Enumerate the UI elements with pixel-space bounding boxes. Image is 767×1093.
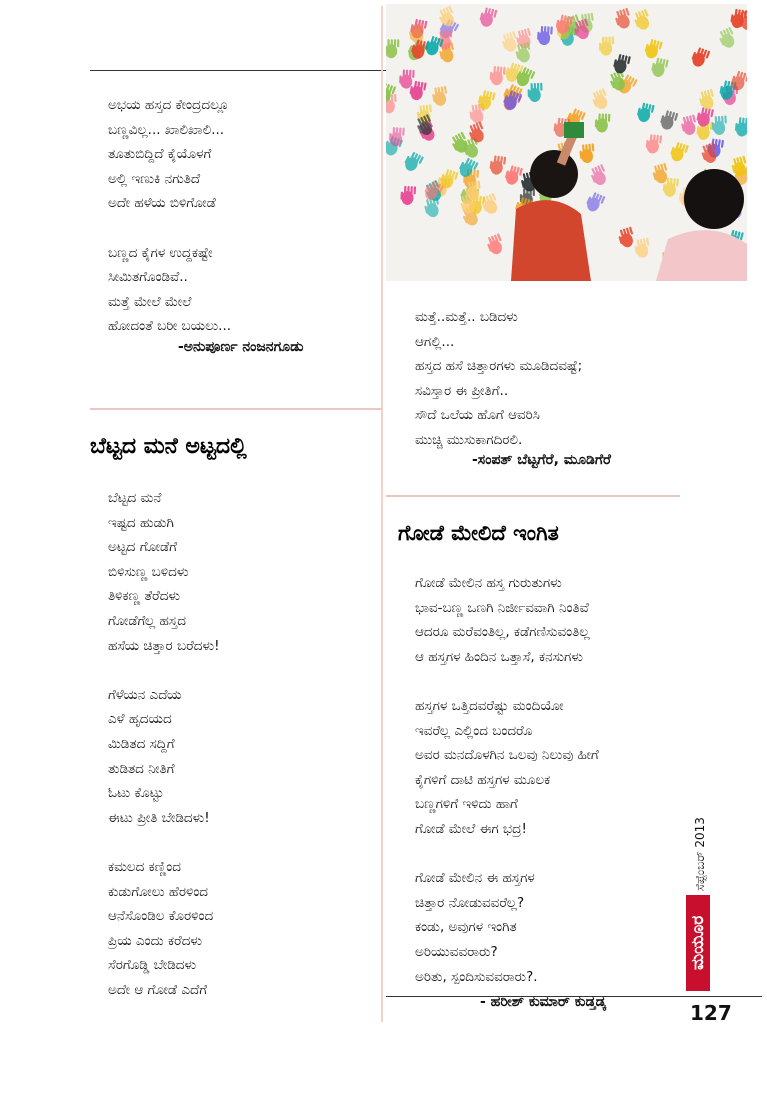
- poem-line: ಅವರ ಮನದೊಳಗಿನ ಒಲವು ನಿಲುವು ಹೀಗೆ: [415, 747, 599, 764]
- poem-line: ಅಲ್ಲಿ ಇಣುಕಿ ನಗುತಿದೆ: [108, 170, 201, 187]
- poem-line: ಈಟು ಪ್ರೀತಿ ಬೇಡಿದಳು!: [108, 809, 210, 826]
- poem-line: ಮತ್ತೆ ಮೇಲೆ ಮೇಲೆ: [108, 293, 192, 310]
- poem-line: ಎಳೆ ಹೃದಯದ: [108, 711, 172, 728]
- poem-line: ಅಟ್ಟದ ಗೋಡೆಗೆ: [108, 539, 178, 556]
- top-rule: [90, 70, 386, 71]
- poem-line: ಅರಿತು, ಸ್ಪಂದಿಸುವವರಾರು?.: [415, 968, 538, 985]
- poem-line: ಮತ್ತೆ..ಮತ್ತೆ.. ಬಡಿದಳು: [415, 309, 518, 325]
- poem-line: ಚಿತ್ತಾರ ನೋಡುವವರೆಲ್ಲ?: [415, 894, 525, 911]
- poem-line: ಅದೇ ಆ ಗೋಡೆ ಎದೆಗೆ: [108, 981, 208, 998]
- poem-line: ಬಿಳಿಸುಣ್ಣ ಬಳಿದಳು: [108, 563, 189, 580]
- handprints-illustration: [386, 4, 747, 281]
- poem-line: ಕಮಲದ ಕಣ್ಣಿಂದ: [108, 858, 181, 875]
- poem-line: ಬಣ್ಣದ ಕೈಗಳ ಉದ್ದಕಷ್ಟೇ: [108, 244, 213, 261]
- poem-1: [108, 93, 231, 339]
- poem-line: ಗೋಡೆ ಮೇಲಿನ ಈ ಹಸ್ತಗಳ: [415, 870, 535, 887]
- poem-line: ಹೋದಂತೆ ಬರೀ ಬಯಲು...: [108, 318, 232, 335]
- poem-line: ಹಸ್ತದ ಹಸೆ ಚಿತ್ತಾರಗಳು ಮೂಡಿದವಷ್ಟೆ;: [415, 358, 583, 375]
- poem-line: ಹಸ್ತಗಳ ಒತ್ತಿದವರೆಷ್ಟು ಮಂದಿಯೋ: [415, 697, 564, 714]
- poem-line: ಆದರೂ ಮರೆವಂತಿಲ್ಲ, ಕಡೆಗಣಿಸುವಂತಿಲ್ಲ: [415, 624, 590, 641]
- issue-month: ಸೆಪ್ಟೆಂಬರ್ 2013: [693, 817, 707, 891]
- poem-4-credit: - ಹರೀಶ್ ಕುಮಾರ್ ಕುಡ್ತಡ್ಕ: [480, 994, 606, 1010]
- poem-line: ಇಷ್ಟದ ಹುಡುಗಿ: [108, 514, 174, 531]
- poem-line: ಮುಚ್ಚಿ ಮುಸುಕಾಗದಿರಲಿ.: [415, 431, 523, 448]
- magazine-logo: ಮಯೂರ: [686, 895, 710, 991]
- poem-line: ಸೆರಗೊಡ್ಡಿ ಬೇಡಿದಳು: [108, 957, 197, 974]
- poem-line: ತೂತುಬಿದ್ದಿದೆ ಕೈಯೊಳಗೆ: [108, 146, 212, 163]
- poem-line: ಇವರೆಲ್ಲ ಎಲ್ಲಿಂದ ಬಂದರೊ: [415, 722, 533, 739]
- page-number: 127: [690, 1001, 732, 1025]
- poem-line: ಸೌದೆ ಒಲೆಯ ಹೊಗೆ ಆವರಿಸಿ: [415, 407, 540, 424]
- poem-line: ಭಾವ-ಬಣ್ಣ ಒಣಗಿ ನಿರ್ಜೀವವಾಗಿ ನಿಂತಿವೆ: [415, 599, 589, 616]
- poem-line: [108, 216, 231, 241]
- section-divider-left: [90, 408, 382, 410]
- poem-line: ಗೆಳೆಯನ ಎದೆಯ: [108, 686, 182, 703]
- poem-line: ತುಡಿತದ ನೀತಿಗೆ: [108, 760, 175, 777]
- poem-line: ಗೋಡೆಗೆಲ್ಲ ಹಸ್ತದ: [108, 612, 186, 629]
- poem-line: ಹಸೆಯ ಚಿತ್ತಾರ ಬರೆದಳು!: [108, 637, 220, 654]
- poem-4: [415, 571, 599, 989]
- poem-line: ಬಣ್ಣವಿಲ್ಲ... ಖಾಲಿಖಾಲಿ...: [108, 121, 225, 138]
- poem-line: ಕಂಡು, ಅವುಗಳ ಇಂಗಿತ: [415, 919, 517, 936]
- poem-3-credit: -ಸಂಪತ್ ಬೆಟ್ಟಗೆರೆ, ಮೂಡಿಗೆರೆ: [472, 452, 611, 468]
- poem-line: ಬಣ್ಣಗಳಿಗೆ ಇಳಿದು ಹಾಗೆ: [415, 796, 518, 813]
- poem-line: [108, 658, 220, 683]
- column-divider: [381, 6, 383, 1022]
- poem-line: ತಿಳಿಕಣ್ಣ ತೆರೆದಳು: [108, 588, 181, 605]
- poem-line: ಗೋಡೆ ಮೇಲೆ ಈಗ ಭದ್ರ!: [415, 820, 527, 837]
- poem-2: [108, 486, 220, 1002]
- poem-line: ಬೆಟ್ಟದ ಮನೆ: [108, 490, 162, 506]
- poem-line: ಆನೆಸೊಂಡಿಲ ಕೊರಳಿಂದ: [108, 908, 214, 925]
- poem-line: ಗೋಡೆ ಮೇಲಿನ ಹಸ್ತ ಗುರುತುಗಳು: [415, 575, 562, 591]
- poem-line: ಆಗಲ್ಲಿ...: [415, 333, 455, 350]
- poem-line: ಸವಿಸ್ತಾರ ಈ ಪ್ರೀತಿಗೆ..: [415, 382, 509, 399]
- poem-line: [415, 669, 599, 694]
- poem-line: ಆ ಹಸ್ತಗಳ ಹಿಂದಿನ ಒತ್ತಾಸೆ, ಕನಸುಗಳು: [415, 648, 583, 665]
- poem-line: ಅದೇ ಹಳೆಯ ಬಿಳಿಗೋಡೆ: [108, 195, 216, 212]
- poem-line: [415, 842, 599, 867]
- section-divider-right: [386, 495, 680, 497]
- poem-2-title: ಬೆಟ್ಟದ ಮನೆ ಅಟ್ಟದಲ್ಲಿ: [90, 434, 247, 459]
- poem-1-credit: -ಅನುಪೂರ್ಣ ನಂಜನಗೂಡು: [178, 339, 304, 355]
- poem-line: ಅರಿಯುವವರಾರು?: [415, 943, 498, 960]
- poem-line: ಓಟು ಕೊಟ್ಟು: [108, 785, 164, 802]
- poem-line: ಸೀಮಿತಗೊಂಡಿವೆ..: [108, 269, 188, 286]
- poem-line: ಕುಡುಗೋಲು ಹೆರಳಿಂದ: [108, 883, 209, 900]
- poem-line: ಅಭಯ ಹಸ್ತದ ಕೇಂದ್ರದಲ್ಲೂ: [108, 97, 230, 113]
- handprint-wall-photo: [386, 4, 747, 281]
- poem-line: ಮಿಡಿತದ ಸದ್ದಿಗೆ: [108, 735, 175, 752]
- poem-line: ಪ್ರಿಯ ಎಂದು ಕರೆದಳು: [108, 932, 203, 949]
- poem-3: [415, 305, 582, 453]
- poem-line: ಕೈಗಳಿಗೆ ದಾಟಿ ಹಸ್ತಗಳ ಮೂಲಕ: [415, 771, 551, 788]
- poem-line: [108, 830, 220, 855]
- poem-4-title: ಗೋಡೆ ಮೇಲಿದೆ ಇಂಗಿತ: [398, 521, 559, 545]
